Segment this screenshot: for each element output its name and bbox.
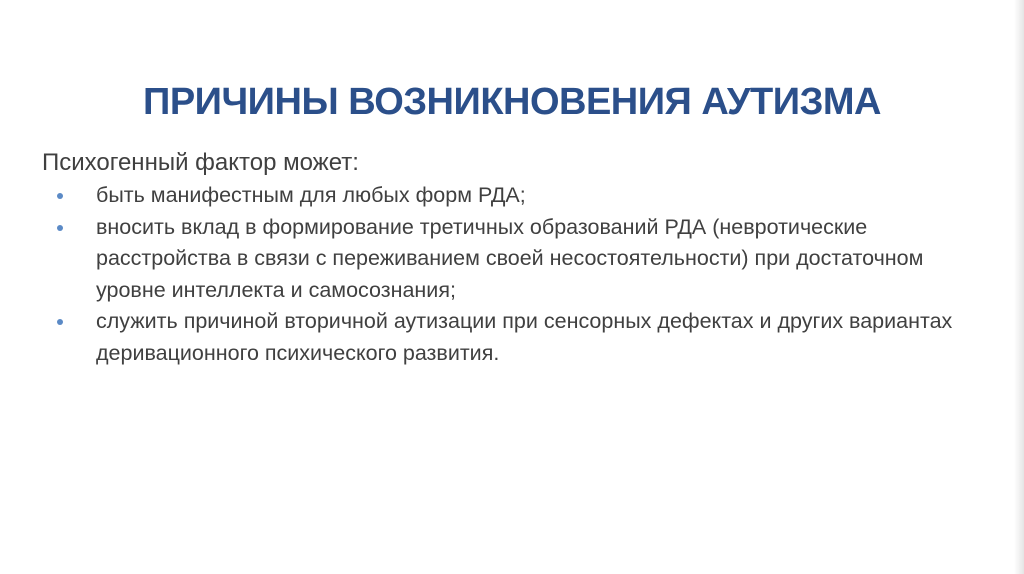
bullet-text: служить причиной вторичной аутизации при сенсорных дефектах и других вариантах деривационного психического развития. — [96, 309, 953, 365]
bullet-text: быть манифестным для любых форм РДА; — [96, 183, 526, 207]
bullet-dot-icon — [57, 319, 63, 325]
bullet-item — [42, 180, 982, 212]
slide-content — [42, 146, 982, 369]
intro-text: Психогенный фактор может: — [42, 149, 359, 176]
bullet-list — [42, 180, 982, 369]
bullet-item — [42, 306, 982, 369]
bullet-text: вносить вклад в формирование третичных образований РДА (невротические расстройства в связи с переживанием своей несостоятельности) при достаточном уровне интеллекта и самосознания; — [96, 214, 924, 302]
bullet-dot-icon — [57, 225, 63, 231]
slide-title: ПРИЧИНЫ ВОЗНИКНОВЕНИЯ АУТИЗМА — [143, 81, 881, 124]
bullet-dot-icon — [57, 193, 63, 199]
bullet-item — [42, 212, 982, 307]
